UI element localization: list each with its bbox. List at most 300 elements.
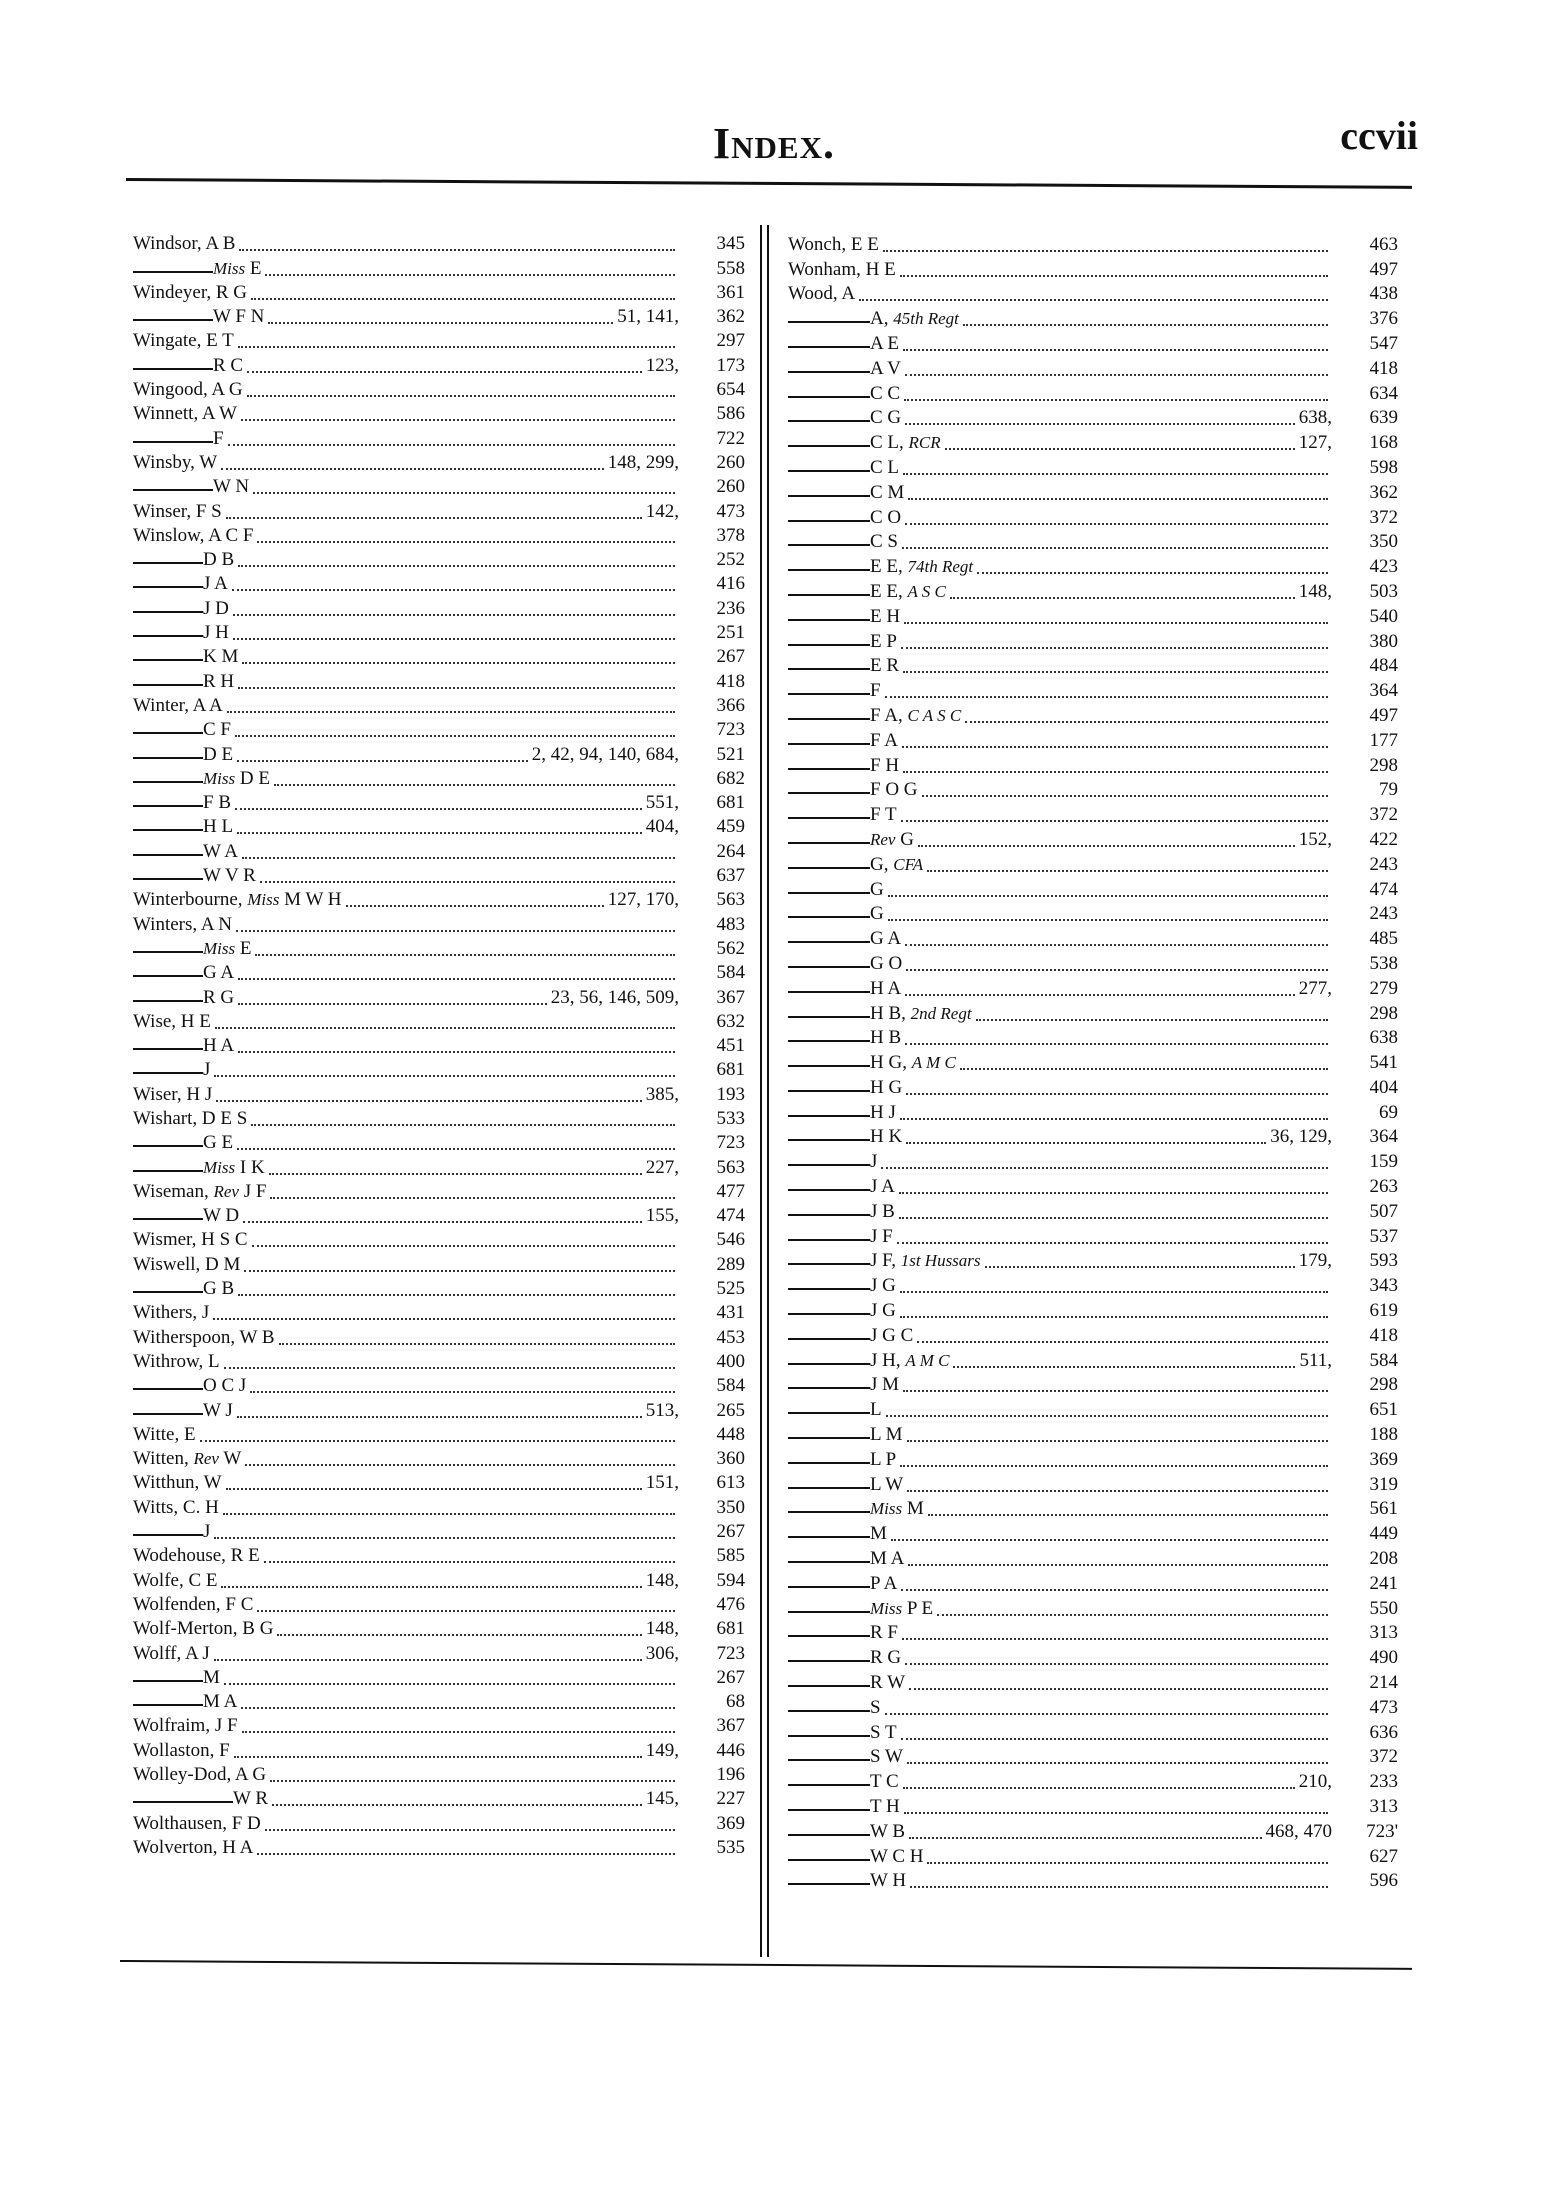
ditto-dash <box>788 693 870 695</box>
dot-leader <box>888 895 1328 897</box>
entry-name: Rev G <box>870 828 914 850</box>
entry-page: 654 <box>716 379 745 401</box>
dot-leader <box>247 395 675 397</box>
dot-leader <box>243 1221 642 1223</box>
entry-page: 585 <box>716 1545 745 1567</box>
entry-name: M <box>870 1523 887 1545</box>
entry-page: 598 <box>1369 456 1398 478</box>
ditto-dash <box>133 1291 203 1293</box>
entry-refs: 148, <box>1298 580 1332 602</box>
entry-page: 723' <box>1366 1820 1398 1842</box>
entry-name: R G <box>870 1647 902 1669</box>
index-entry <box>788 951 1398 976</box>
entry-refs: 179, <box>1298 1250 1332 1272</box>
ditto-dash <box>788 1611 870 1613</box>
entry-page: 319 <box>1369 1473 1398 1495</box>
ditto-dash <box>133 1413 203 1415</box>
ditto-dash <box>133 1680 203 1682</box>
index-entry <box>133 1010 745 1034</box>
ditto-dash <box>788 1363 870 1365</box>
entry-page: 233 <box>1369 1771 1398 1793</box>
entry-name: J A <box>203 573 228 595</box>
dot-leader <box>905 994 1295 996</box>
index-entry <box>788 257 1398 282</box>
index-entry <box>788 1447 1398 1472</box>
entry-name: Wollaston, F <box>133 1739 230 1761</box>
index-entry <box>788 852 1398 877</box>
index-entry <box>133 426 745 450</box>
entry-name: C C <box>870 382 901 404</box>
index-entry <box>788 1100 1398 1125</box>
dot-leader <box>985 1266 1295 1268</box>
entry-page: 563 <box>716 1156 745 1178</box>
entry-page: 584 <box>716 1375 745 1397</box>
entry-page: 378 <box>716 524 745 546</box>
ditto-dash <box>133 635 203 637</box>
entry-page: 459 <box>716 816 745 838</box>
entry-refs: 23, 56, 146, 509, <box>550 986 679 1008</box>
entry-name: F A <box>870 729 898 751</box>
entry-name: Wodehouse, R E <box>133 1545 260 1567</box>
index-entry <box>133 232 745 256</box>
entry-page: 418 <box>1369 357 1398 379</box>
entry-page: 418 <box>1369 1324 1398 1346</box>
entry-page: 193 <box>716 1083 745 1105</box>
ditto-dash <box>133 1534 203 1536</box>
index-entry <box>788 902 1398 927</box>
entry-name: J F <box>870 1225 893 1247</box>
index-entry <box>788 678 1398 703</box>
entry-page: 313 <box>1369 1622 1398 1644</box>
entry-refs: 551, <box>645 792 679 814</box>
entry-page: 196 <box>716 1764 745 1785</box>
entry-name: J B <box>870 1200 895 1222</box>
ditto-dash <box>788 1635 870 1637</box>
ditto-dash <box>788 1809 870 1811</box>
ditto-dash <box>788 1189 870 1191</box>
dot-leader <box>906 1093 1328 1095</box>
index-entry <box>788 1497 1398 1522</box>
entry-name: G A <box>870 928 902 950</box>
index-entry <box>788 480 1398 505</box>
index-entry <box>133 524 745 548</box>
entry-page: 723 <box>716 719 745 741</box>
entry-name: F B <box>203 792 231 814</box>
index-entry <box>788 1596 1398 1621</box>
entry-page: 422 <box>1369 828 1398 850</box>
index-entry <box>788 381 1398 406</box>
entry-page: 540 <box>1369 605 1398 627</box>
entry-name: M A <box>203 1691 238 1713</box>
entry-name: S T <box>870 1721 897 1743</box>
dot-leader <box>274 784 675 786</box>
entry-page: 350 <box>716 1496 745 1518</box>
ditto-dash <box>788 941 870 943</box>
entry-page: 681 <box>716 792 745 814</box>
dot-leader <box>905 1663 1328 1665</box>
column-divider <box>760 225 769 1957</box>
dot-leader <box>883 250 1328 252</box>
index-entry <box>133 256 745 280</box>
dot-leader <box>907 1490 1328 1492</box>
entry-refs: 142, <box>645 500 679 522</box>
index-entry <box>133 1180 745 1204</box>
index-entry <box>788 554 1398 579</box>
index-entry <box>133 1495 745 1519</box>
entry-page: 722 <box>716 427 745 449</box>
entry-page: 723 <box>716 1642 745 1664</box>
entry-name: H B <box>870 1027 902 1049</box>
entry-page: 423 <box>1369 556 1398 578</box>
entry-name: W R <box>233 1788 269 1810</box>
ditto-dash <box>788 1338 870 1340</box>
entry-name: Winser, F S <box>133 500 222 522</box>
index-entry <box>133 1714 745 1738</box>
entry-page: 476 <box>716 1593 745 1615</box>
dot-leader <box>945 448 1295 450</box>
index-entry <box>133 1447 745 1471</box>
entry-name: H A <box>870 977 902 999</box>
ditto-dash <box>133 1048 203 1050</box>
entry-refs: 148, <box>645 1618 679 1640</box>
entry-name: Windeyer, R G <box>133 281 248 303</box>
index-entry <box>788 1397 1398 1422</box>
dot-leader <box>888 919 1328 921</box>
index-entry <box>788 1844 1398 1869</box>
dot-leader <box>264 1561 675 1563</box>
index-entry <box>133 1471 745 1495</box>
entry-page: 168 <box>1369 432 1398 454</box>
index-entry <box>133 1082 745 1106</box>
dot-leader <box>899 1192 1328 1194</box>
index-entry <box>788 802 1398 827</box>
ditto-dash <box>133 854 203 856</box>
entry-name: Winsby, W <box>133 451 218 473</box>
entry-page: 380 <box>1369 630 1398 652</box>
entry-name: G B <box>203 1278 235 1300</box>
entry-name: R C <box>213 354 244 376</box>
dot-leader <box>233 638 675 640</box>
dot-leader <box>901 647 1328 649</box>
entry-name: Wood, A <box>788 283 856 305</box>
index-entry <box>133 937 745 961</box>
entry-refs: 385, <box>645 1083 679 1105</box>
entry-page: 251 <box>716 622 745 644</box>
entry-name: K M <box>203 646 239 668</box>
entry-name: A V <box>870 357 901 379</box>
dot-leader <box>237 1416 642 1418</box>
dot-leader <box>902 746 1328 748</box>
ditto-dash <box>788 1735 870 1737</box>
entry-name: C O <box>870 506 902 528</box>
index-entry <box>133 1787 745 1811</box>
entry-name: E E, A S C <box>870 580 946 602</box>
index-entry <box>133 621 745 645</box>
entry-page: 584 <box>716 962 745 984</box>
entry-name: Miss E <box>213 257 262 279</box>
entry-page: 541 <box>1369 1052 1398 1074</box>
dot-leader <box>917 1341 1328 1343</box>
index-entry <box>788 232 1398 257</box>
dot-leader <box>279 1343 675 1345</box>
entry-page: 367 <box>716 986 745 1008</box>
entry-page: 297 <box>716 330 745 352</box>
index-entry <box>133 1593 745 1617</box>
entry-name: Witts, C. H <box>133 1496 219 1518</box>
index-entry <box>788 331 1398 356</box>
index-entry <box>133 353 745 377</box>
entry-refs: 2, 42, 94, 140, 684, <box>531 743 679 765</box>
index-entry <box>788 1745 1398 1770</box>
index-entry <box>788 1645 1398 1670</box>
index-entry <box>133 1398 745 1422</box>
entry-page: 298 <box>1369 754 1398 776</box>
ditto-dash <box>788 1239 870 1241</box>
ditto-dash <box>788 1065 870 1067</box>
dot-leader <box>922 795 1328 797</box>
ditto-dash <box>133 829 203 831</box>
dot-leader <box>885 696 1328 698</box>
entry-page: 79 <box>1379 779 1398 801</box>
entry-page: 521 <box>716 743 745 765</box>
entry-page: 451 <box>716 1035 745 1057</box>
dot-leader <box>927 870 1328 872</box>
entry-page: 369 <box>716 1812 745 1834</box>
index-entry <box>133 1301 745 1325</box>
index-entry <box>133 839 745 863</box>
ditto-dash <box>133 368 213 370</box>
index-entry <box>133 1325 745 1349</box>
entry-name: H B, 2nd Regt <box>870 1002 972 1024</box>
entry-page: 159 <box>1369 1151 1398 1173</box>
dot-leader <box>976 1019 1328 1021</box>
entry-page: 484 <box>1369 655 1398 677</box>
dot-leader <box>277 1634 641 1636</box>
dot-leader <box>216 1100 642 1102</box>
ditto-dash <box>788 644 870 646</box>
entry-page: 550 <box>1369 1597 1398 1619</box>
index-entry <box>788 306 1398 331</box>
entry-name: F <box>870 680 881 702</box>
index-entry <box>788 1869 1398 1894</box>
entry-name: P A <box>870 1572 898 1594</box>
entry-name: Miss D E <box>203 767 270 789</box>
entry-page: 431 <box>716 1302 745 1324</box>
entry-name: Winnett, A W <box>133 403 237 425</box>
entry-page: 416 <box>716 573 745 595</box>
dot-leader <box>909 1837 1261 1839</box>
entry-page: 361 <box>716 281 745 303</box>
index-entry <box>788 1422 1398 1447</box>
index-entry <box>133 694 745 718</box>
ditto-dash <box>788 1040 870 1042</box>
dot-leader <box>251 1124 675 1126</box>
index-column-right <box>788 232 1398 1893</box>
index-entry <box>788 827 1398 852</box>
entry-page: 243 <box>1369 853 1398 875</box>
entry-name: W D <box>203 1205 240 1227</box>
ditto-dash <box>133 805 203 807</box>
index-entry <box>788 703 1398 728</box>
dot-leader <box>960 1068 1328 1070</box>
entry-name: J F, 1st Hussars <box>870 1250 981 1272</box>
dot-leader <box>963 324 1328 326</box>
entry-name: L <box>870 1399 882 1421</box>
entry-page: 632 <box>716 1010 745 1032</box>
dot-leader <box>905 374 1328 376</box>
entry-name: T C <box>870 1771 899 1793</box>
index-entry <box>133 281 745 305</box>
ditto-dash <box>788 1090 870 1092</box>
entry-page: 723 <box>716 1132 745 1154</box>
index-entry <box>788 1323 1398 1348</box>
entry-page: 364 <box>1369 1126 1398 1148</box>
entry-name: L P <box>870 1448 897 1470</box>
index-entry <box>133 1617 745 1641</box>
entry-page: 345 <box>716 233 745 255</box>
entry-name: Wolthausen, F D <box>133 1812 261 1834</box>
ditto-dash <box>788 569 870 571</box>
entry-name: Wonham, H E <box>788 258 896 280</box>
dot-leader <box>904 1812 1328 1814</box>
entry-name: G O <box>870 952 903 974</box>
index-entry <box>788 1621 1398 1646</box>
index-entry <box>133 1836 745 1860</box>
dot-leader <box>252 1245 675 1247</box>
entry-name: Wiser, H J <box>133 1083 213 1105</box>
entry-name: E R <box>870 655 900 677</box>
entry-page: 593 <box>1369 1250 1398 1272</box>
dot-leader <box>214 1075 675 1077</box>
index-entry <box>788 1373 1398 1398</box>
ditto-dash <box>133 319 213 321</box>
ditto-dash <box>788 396 870 398</box>
ditto-dash <box>788 1263 870 1265</box>
ditto-dash <box>788 1685 870 1687</box>
entry-name: C S <box>870 531 898 553</box>
entry-name: Witte, E <box>133 1423 196 1445</box>
entry-name: H J <box>870 1101 896 1123</box>
dot-leader <box>902 547 1328 549</box>
dot-leader <box>346 905 604 907</box>
entry-page: 681 <box>716 1059 745 1081</box>
dot-leader <box>226 517 642 519</box>
dot-leader <box>900 1465 1328 1467</box>
entry-page: 562 <box>716 937 745 959</box>
dot-leader <box>903 1787 1295 1789</box>
ditto-dash <box>788 1387 870 1389</box>
dot-leader <box>226 1488 642 1490</box>
ditto-dash <box>133 757 203 759</box>
ditto-dash <box>788 445 870 447</box>
index-entry <box>133 305 745 329</box>
dot-leader <box>242 662 675 664</box>
dot-leader <box>908 498 1328 500</box>
dot-leader <box>242 1731 675 1733</box>
dot-leader <box>937 1614 1328 1616</box>
ditto-dash <box>133 878 203 880</box>
dot-leader <box>900 1291 1328 1293</box>
dot-leader <box>905 1043 1328 1045</box>
dot-leader <box>909 1688 1328 1690</box>
entry-page: 173 <box>716 354 745 376</box>
index-entry <box>133 1350 745 1374</box>
ditto-dash <box>788 743 870 745</box>
entry-name: Witherspoon, W B <box>133 1326 275 1348</box>
dot-leader <box>900 1118 1328 1120</box>
ditto-dash <box>788 1487 870 1489</box>
entry-name: C G <box>870 407 902 429</box>
entry-page: 613 <box>716 1472 745 1494</box>
index-entry <box>133 669 745 693</box>
entry-name: D B <box>203 549 235 571</box>
entry-name: W V R <box>203 865 256 887</box>
ditto-dash <box>788 1834 870 1836</box>
entry-refs: 127, 170, <box>607 889 679 911</box>
entry-name: W F N <box>213 306 265 328</box>
ditto-dash <box>788 768 870 770</box>
entry-page: 279 <box>1369 977 1398 999</box>
ditto-dash <box>133 1170 203 1172</box>
dot-leader <box>241 419 675 421</box>
ditto-dash <box>133 1072 203 1074</box>
entry-page: 596 <box>1369 1870 1398 1892</box>
index-entry <box>133 1520 745 1544</box>
page-number: ccvii <box>1340 113 1418 158</box>
entry-page: 227 <box>716 1788 745 1810</box>
dot-leader <box>221 1586 641 1588</box>
entry-refs: 149, <box>645 1739 679 1761</box>
entry-page: 263 <box>1369 1176 1398 1198</box>
index-entry <box>133 645 745 669</box>
entry-name: T H <box>870 1796 900 1817</box>
entry-name: Wolf-Merton, B G <box>133 1618 274 1640</box>
ditto-dash <box>133 1704 203 1706</box>
index-entry <box>788 877 1398 902</box>
entry-name: E P <box>870 630 897 652</box>
entry-page: 627 <box>1369 1845 1398 1867</box>
entry-page: 418 <box>716 670 745 692</box>
index-entry <box>788 1348 1398 1373</box>
dot-leader <box>215 1027 675 1029</box>
entry-name: S <box>870 1696 881 1718</box>
dot-leader <box>272 1804 642 1806</box>
ditto-dash <box>788 916 870 918</box>
entry-name: E H <box>870 605 901 627</box>
index-entry <box>788 1546 1398 1571</box>
entry-refs: 51, 141, <box>617 306 679 328</box>
index-entry <box>788 1794 1398 1819</box>
entry-page: 563 <box>716 889 745 911</box>
index-entry <box>133 1204 745 1228</box>
index-entry <box>788 1125 1398 1150</box>
entry-name: F O G <box>870 779 918 801</box>
entry-name: W C H <box>870 1845 924 1867</box>
entry-page: 313 <box>1369 1796 1398 1817</box>
entry-page: 372 <box>1369 1746 1398 1768</box>
index-entry <box>788 1695 1398 1720</box>
entry-name: F T <box>870 804 897 826</box>
ditto-dash <box>788 1412 870 1414</box>
entry-page: 682 <box>716 767 745 789</box>
entry-refs: 127, <box>1298 432 1332 454</box>
entry-page: 267 <box>716 1521 745 1543</box>
entry-name: S W <box>870 1746 903 1768</box>
index-entry <box>788 976 1398 1001</box>
entry-name: C L <box>870 456 900 478</box>
entry-name: Winterbourne, Miss M W H <box>133 889 342 911</box>
entry-page: 636 <box>1369 1721 1398 1743</box>
